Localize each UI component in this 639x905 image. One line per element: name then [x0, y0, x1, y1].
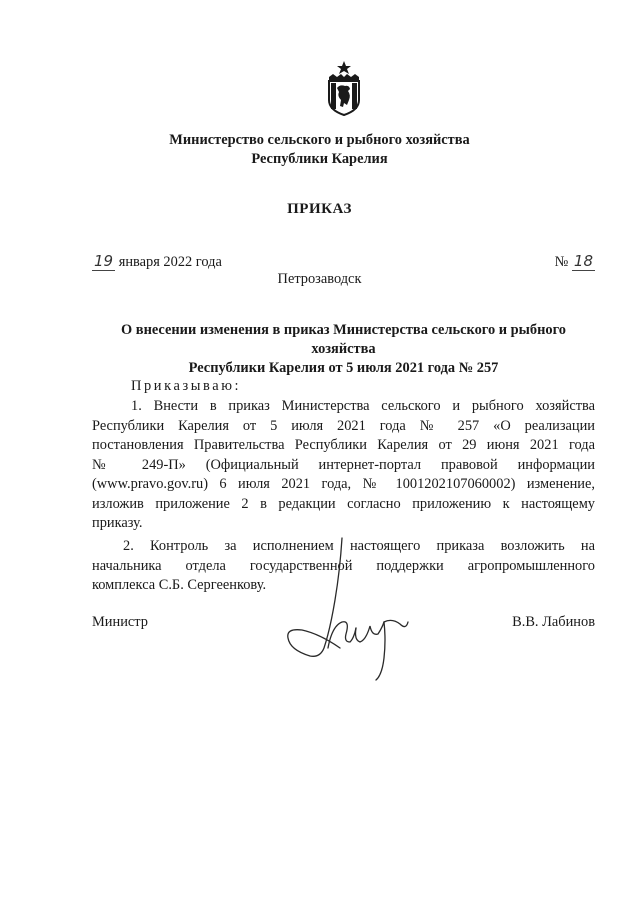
date-month-year: января 2022 года: [118, 254, 222, 270]
paragraph-line: 2. Контроль за исполнением настоящего приказа возложить на: [123, 538, 595, 554]
paragraph-line: (www.pravo.gov.ru) 6 июля 2021 года, № 1001202107060002) изменение,: [92, 476, 595, 492]
paragraph-line: Республики Карелия от 5 июля 2021 года № 257 «О реализации: [92, 417, 595, 434]
subject-line-1: О внесении изменения в приказ Министерства сельского и рыбного хозяйства: [121, 322, 566, 357]
city: Петрозаводск: [277, 271, 362, 287]
number-prefix: №: [554, 254, 569, 270]
signatory-name: В.В. Лабинов: [512, 614, 595, 630]
document-type: ПРИКАЗ: [287, 201, 352, 217]
paragraph-line: приказу.: [92, 515, 143, 531]
date-day: 19: [94, 252, 114, 270]
document-date: [92, 252, 222, 271]
number-value: 18: [573, 252, 593, 270]
handwritten-signature-icon: [280, 530, 420, 685]
paragraph-1: [92, 397, 595, 534]
karelia-coat-of-arms-icon: [325, 60, 363, 116]
paragraph-line: комплекса С.Б. Сергеенкову.: [92, 577, 267, 593]
subject-line-2: Республики Карелия от 5 июля 2021 года № 257: [188, 360, 499, 376]
ministry-name: [0, 131, 639, 169]
paragraph-line: изложив приложение 2 в редакции согласно приложению к настоящему: [92, 495, 595, 512]
document-number: [555, 252, 595, 271]
order-word: Приказываю:: [131, 378, 242, 394]
paragraph-line: начальника отдела государственной поддержки агропромышленного: [92, 557, 595, 574]
document-subject: [92, 321, 595, 378]
ministry-line-1: Министерство сельского и рыбного хозяйства: [169, 132, 470, 148]
paragraph-line: № 249-П» (Официальный интернет-портал правовой информации: [92, 456, 595, 473]
ministry-line-2: Республики Карелия: [251, 151, 388, 167]
paragraph-line: постановления Правительства Республики Карелия от 29 июня 2021 года: [92, 437, 595, 453]
signatory-position: Министр: [92, 614, 148, 630]
paragraph-line: 1. Внести в приказ Министерства сельского и рыбного хозяйства: [131, 398, 595, 414]
